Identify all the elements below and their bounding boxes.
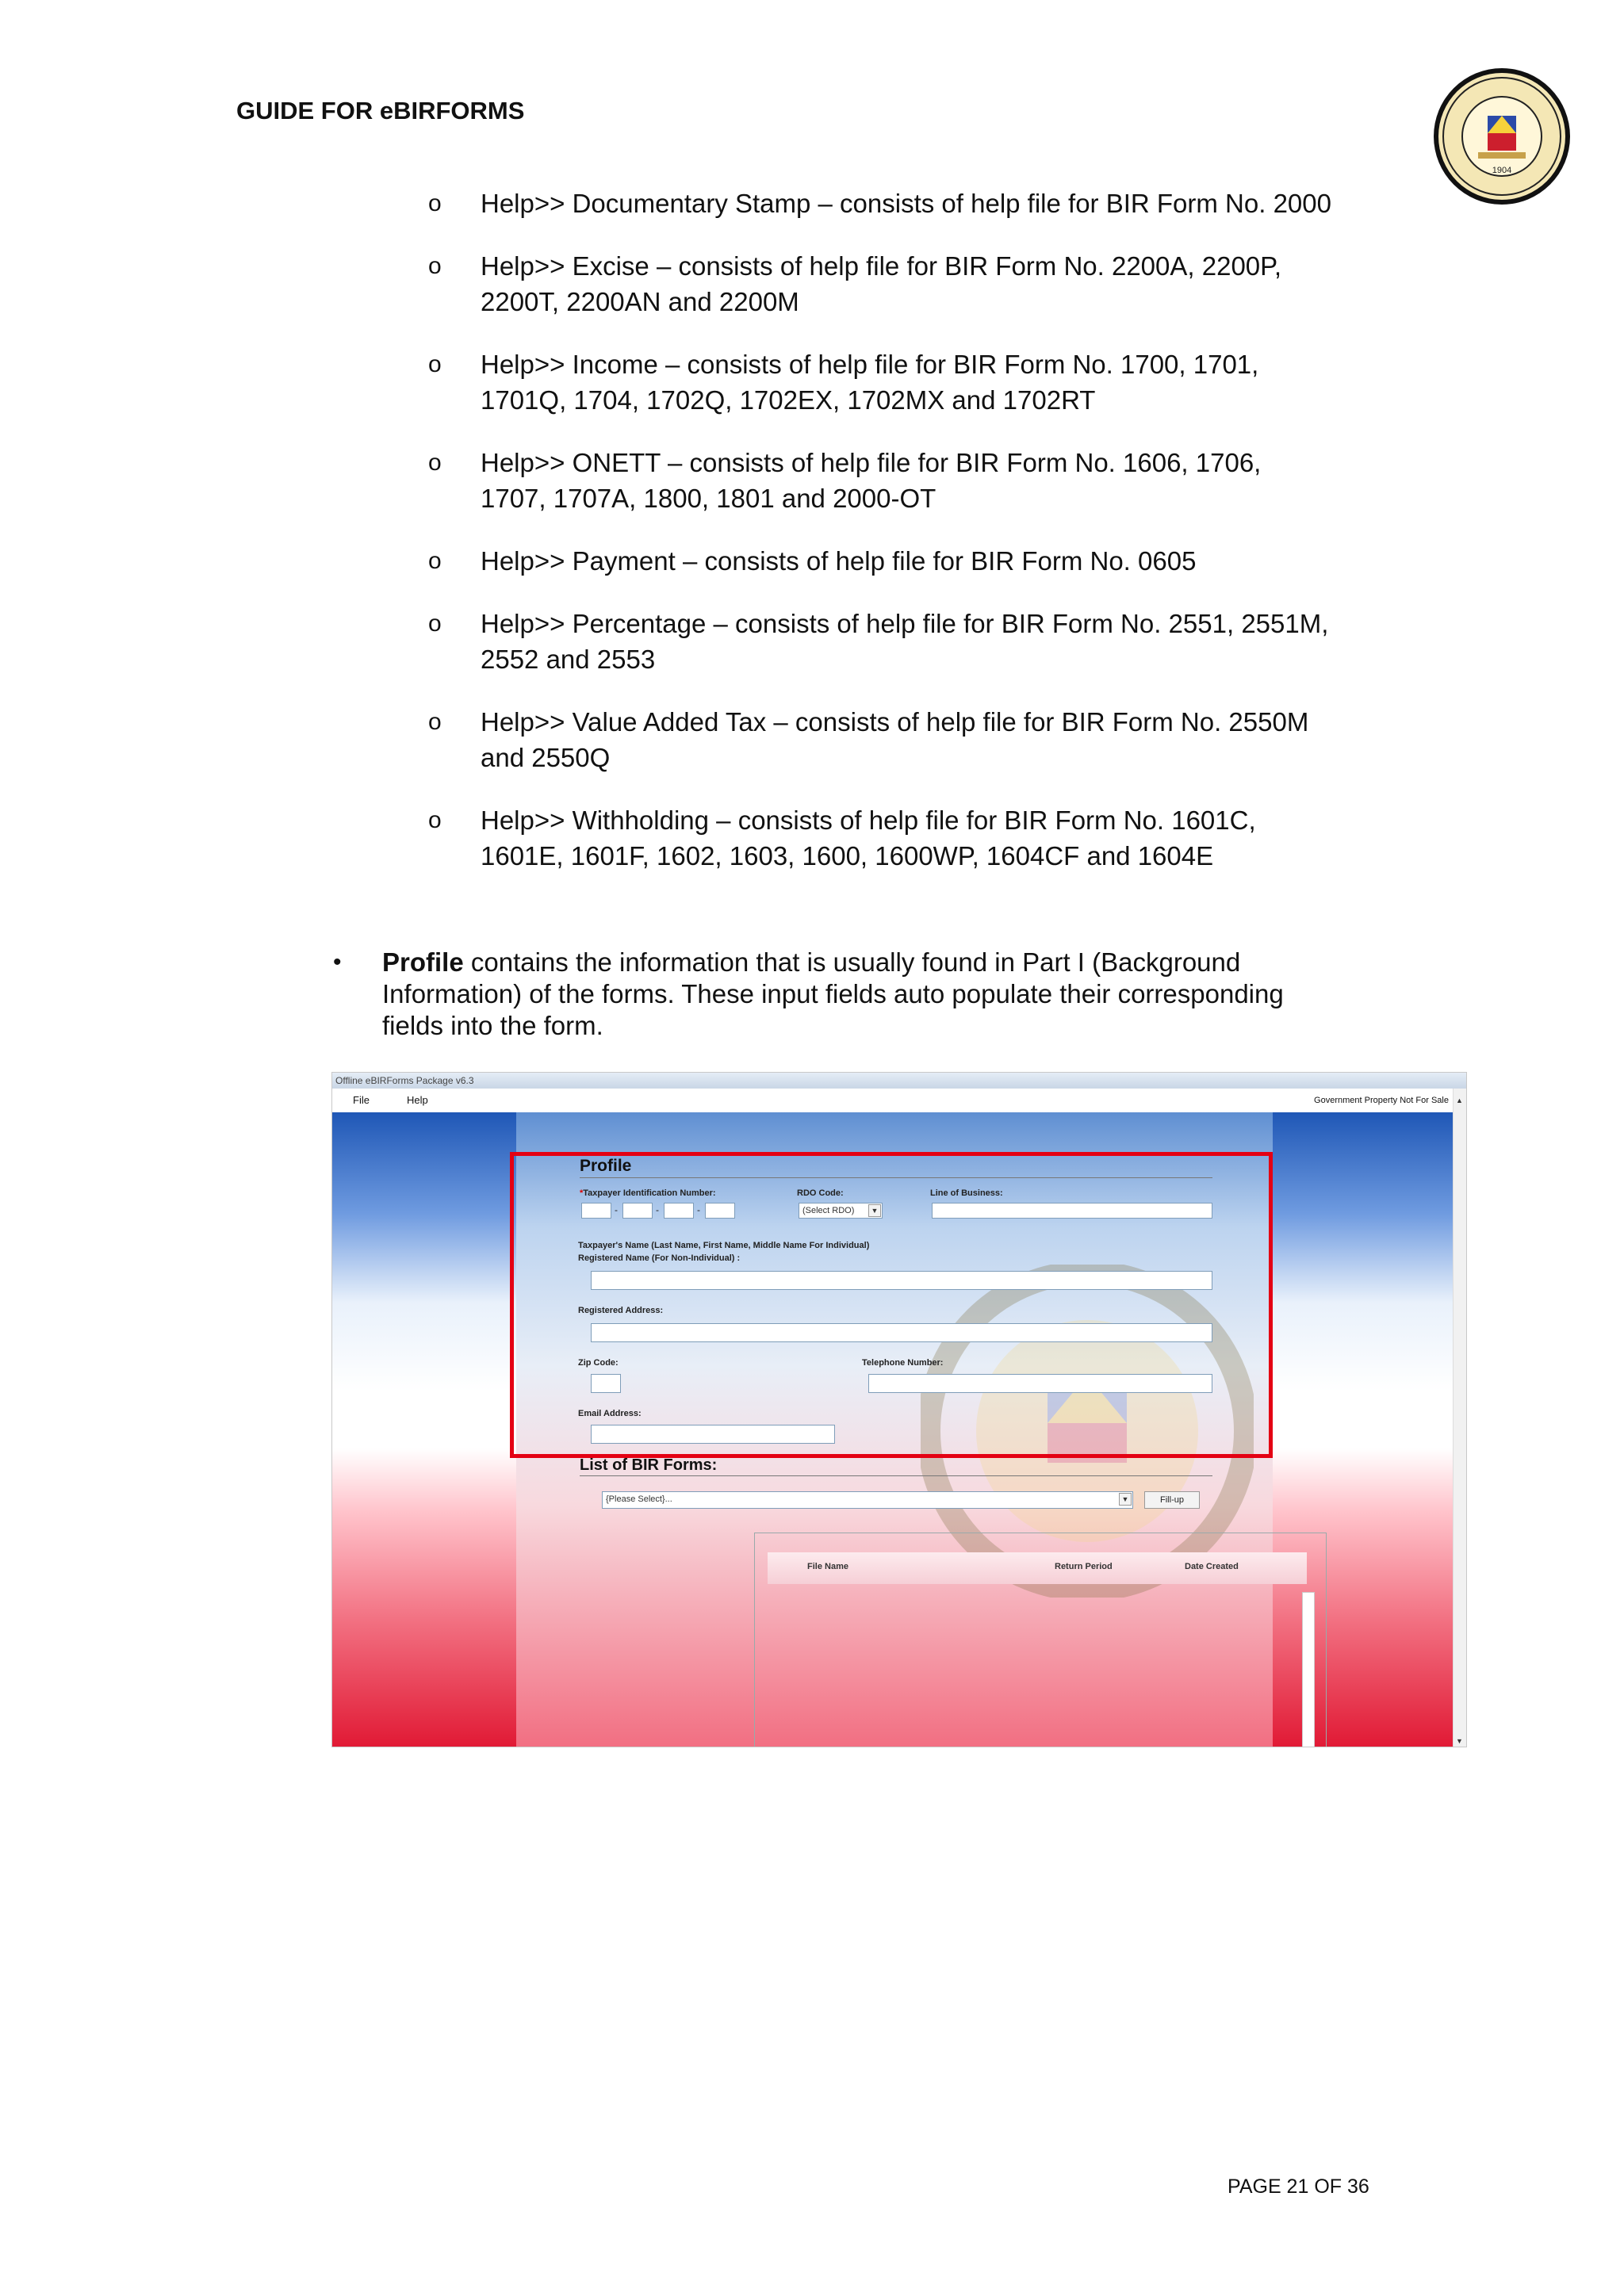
tin-separator: - [615,1204,618,1215]
email-label: Email Address: [578,1409,642,1418]
list-item [428,802,1427,874]
fill-up-button[interactable]: Fill-up [1144,1491,1200,1509]
column-date-created: Date Created [1185,1562,1239,1571]
window-scrollbar[interactable] [1453,1089,1466,1747]
scroll-up-icon[interactable]: ▲ [1456,1096,1463,1104]
phone-label: Telephone Number: [862,1358,944,1368]
help-item-text: and 2550Q [481,743,611,772]
bir-forms-select[interactable] [602,1491,1133,1509]
list-item [428,445,1427,516]
help-item-text: Help>> Value Added Tax – consists of help file for BIR Form No. 2550M [481,707,1309,737]
bir-seal-logo [1432,67,1572,206]
paragraph-text: contains the information that is usually found in Part I (Background [463,947,1241,977]
saved-forms-table [754,1533,1327,1747]
profile-term: Profile [382,947,464,977]
paragraph-line [382,947,1348,978]
table-header [768,1552,1307,1584]
help-item-text: Help>> Percentage – consists of help file for BIR Form No. 2551, 2551M, [481,609,1329,638]
bullet-marker: o [428,807,442,833]
forms-section-title: List of BIR Forms: [580,1456,718,1474]
section-divider [580,1475,1212,1476]
help-item-text: Help>> ONETT – consists of help file for BIR Form No. 1606, 1706, [481,448,1262,477]
profile-paragraph [333,947,1348,1042]
lob-label: Line of Business: [930,1188,1003,1198]
help-item-text: 1701Q, 1704, 1702Q, 1702EX, 1702MX and 1702RT [481,385,1096,415]
help-item-text: 1707, 1707A, 1800, 1801 and 2000-OT [481,484,936,513]
table-scrollbar[interactable] [1302,1592,1315,1747]
bullet-marker: o [428,351,442,377]
required-marker: * [580,1188,584,1198]
scroll-down-icon[interactable]: ▼ [1456,1737,1463,1745]
zip-label: Zip Code: [578,1358,619,1368]
registered-name-label: Registered Name (For Non-Individual) : [578,1253,741,1263]
profile-section-title: Profile [580,1157,632,1175]
help-item-text: Help>> Payment – consists of help file for BIR Form No. 0605 [481,546,1197,576]
profile-highlight-box [510,1152,1273,1458]
list-item [428,186,1427,221]
help-item-text: 1601E, 1601F, 1602, 1603, 1600, 1600WP, 1604CF and 1604E [481,841,1214,871]
list-item [428,704,1427,775]
svg-text:1904: 1904 [1492,166,1512,175]
bullet-marker: o [428,190,442,216]
paragraph-line: fields into the form. [382,1011,603,1040]
help-item-text: Help>> Income – consists of help file for BIR Form No. 1700, 1701, [481,350,1259,379]
list-item [428,606,1427,677]
column-return-period: Return Period [1055,1562,1113,1571]
tin-label-text: Taxpayer Identification Number: [583,1188,716,1198]
bullet-marker: o [428,610,442,637]
page-header: GUIDE FOR eBIRFORMS [236,97,525,124]
help-item-text: Help>> Excise – consists of help file for BIR Form No. 2200A, 2200P, [481,251,1282,281]
menu-file[interactable]: File [353,1094,370,1106]
chevron-down-icon: ▼ [1119,1493,1132,1506]
column-file-name: File Name [807,1562,848,1571]
chevron-down-icon: ▼ [868,1204,881,1217]
help-item-text: 2200T, 2200AN and 2200M [481,287,799,316]
bullet-marker: o [428,709,442,735]
paragraph-line: Information) of the forms. These input fields auto populate their corresponding [382,979,1284,1008]
ebirforms-screenshot [331,1072,1467,1747]
bullet-marker: o [428,253,442,279]
help-item-text: Help>> Documentary Stamp – consists of help file for BIR Form No. 2000 [481,189,1331,218]
address-label: Registered Address: [578,1306,664,1315]
bullet-marker: o [428,548,442,574]
menu-help[interactable]: Help [407,1094,428,1106]
government-notice: Government Property Not For Sale [1314,1096,1449,1105]
tin-separator: - [697,1204,700,1215]
rdo-select-value: (Select RDO) [802,1206,855,1215]
forms-select-value: {Please Select}... [606,1494,672,1504]
bullet-marker: • [333,949,342,975]
help-file-list [428,186,1427,874]
list-item [428,543,1427,579]
menu-bar [332,1089,1466,1112]
help-item-text: 2552 and 2553 [481,645,656,674]
taxpayer-name-label: Taxpayer's Name (Last Name, First Name, Middle Name For Individual) [578,1241,870,1250]
list-item [428,248,1427,320]
tin-separator: - [656,1204,659,1215]
help-item-text: Help>> Withholding – consists of help file for BIR Form No. 1601C, [481,806,1256,835]
window-title: Offline eBIRForms Package v6.3 [332,1073,1466,1089]
bullet-marker: o [428,450,442,476]
list-item [428,346,1427,418]
rdo-label: RDO Code: [797,1188,844,1198]
page-number: PAGE 21 OF 36 [1228,2175,1369,2198]
